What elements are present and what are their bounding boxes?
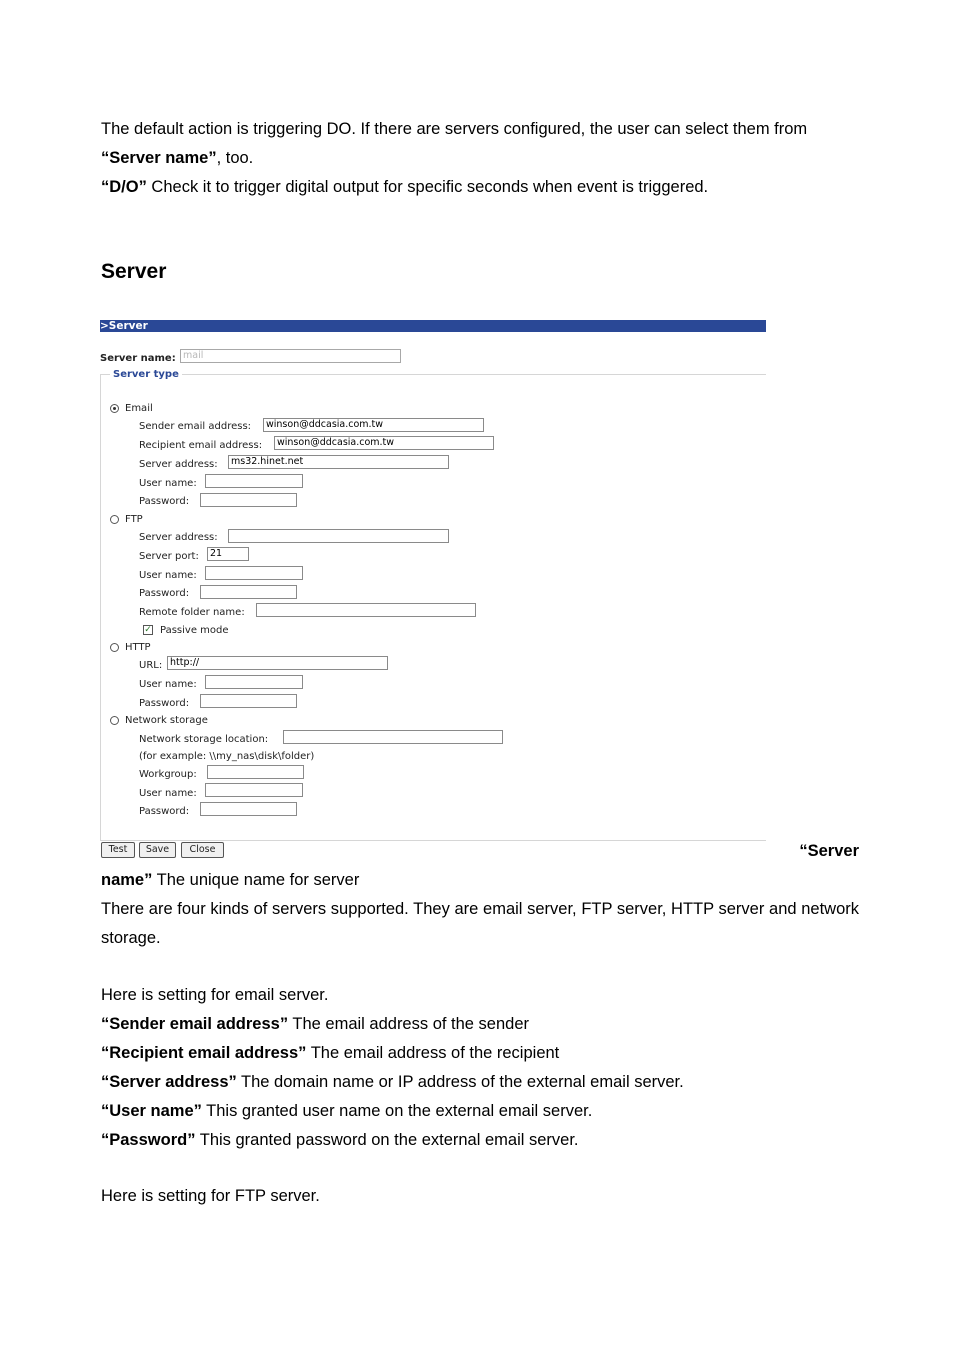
http-user-name-label: User name: [139, 679, 197, 690]
item-text: This granted password on the external email server. [195, 1131, 579, 1149]
item-term: “Server address” [101, 1073, 237, 1091]
server-type-legend: Server type [110, 369, 182, 381]
item-term: “Sender email address” [101, 1015, 289, 1033]
recipient-email-input[interactable]: winson@ddcasia.com.tw [274, 436, 494, 450]
item-term: “Password” [101, 1131, 196, 1149]
ftp-user-name-input[interactable] [205, 566, 303, 580]
ftp-folder-label: Remote folder name: [139, 607, 245, 618]
ftp-password-label: Password: [139, 588, 190, 599]
item-text: The email address of the sender [288, 1015, 530, 1033]
list-item [101, 1097, 859, 1126]
item-text: This granted user name on the external email server. [201, 1102, 593, 1120]
intro-line-2-text: , too. [216, 149, 254, 167]
passive-mode-label: Passive mode [160, 625, 229, 636]
http-radio[interactable] [110, 643, 119, 652]
section-title: Server [101, 260, 167, 283]
recipient-email-label: Recipient email address: [139, 440, 263, 451]
nas-location-input[interactable] [283, 730, 503, 744]
server-name-term-b: name” [101, 871, 153, 889]
email-server-address-input[interactable]: ms32.hinet.net [228, 455, 449, 469]
item-text: The email address of the recipient [306, 1044, 560, 1062]
network-storage-radio-label: Network storage [125, 715, 208, 726]
nas-example-text: (for example: \\my_nas\disk\folder) [139, 751, 315, 762]
panel-titlebar: >Server [100, 320, 766, 332]
nas-user-name-label: User name: [139, 788, 197, 799]
server-name-description [101, 866, 859, 895]
item-term: “Recipient email address” [101, 1044, 307, 1062]
email-password-label: Password: [139, 496, 190, 507]
list-item [101, 1010, 859, 1039]
intro-line-3 [101, 173, 859, 202]
intro-paragraph [101, 115, 859, 202]
ftp-server-address-label: Server address: [139, 532, 218, 543]
email-heading: Here is setting for email server. [101, 986, 329, 1004]
server-name-desc-text: The unique name for server [152, 871, 360, 889]
intro-line-1: The default action is triggering DO. If there are servers configured, the user can select them from [101, 120, 808, 138]
http-radio-label: HTTP [125, 642, 151, 653]
nas-location-label: Network storage location: [139, 734, 269, 745]
http-url-label: URL: [139, 660, 163, 671]
save-button[interactable]: Save [139, 842, 176, 858]
email-radio-label: Email [125, 403, 153, 414]
network-storage-radio[interactable] [110, 716, 119, 725]
server-name-term-a: “Server [799, 842, 859, 860]
item-text: The domain name or IP address of the external email server. [236, 1073, 684, 1091]
ftp-heading: Here is setting for FTP server. [101, 1187, 320, 1205]
http-password-input[interactable] [200, 694, 297, 708]
email-user-name-input[interactable] [205, 474, 303, 488]
http-user-name-input[interactable] [205, 675, 303, 689]
list-item [101, 1068, 859, 1097]
sender-email-label: Sender email address: [139, 421, 252, 432]
nas-password-label: Password: [139, 806, 190, 817]
nas-user-name-input[interactable] [205, 783, 303, 797]
http-password-label: Password: [139, 698, 190, 709]
list-item [101, 1039, 859, 1068]
item-term: “User name” [101, 1102, 202, 1120]
server-kinds-paragraph: There are four kinds of servers supported. They are email server, FTP server, HTTP server and network storage. [101, 900, 859, 947]
nas-workgroup-label: Workgroup: [139, 769, 197, 780]
intro-line-3-text: Check it to trigger digital output for specific seconds when event is triggered. [146, 178, 709, 196]
email-password-input[interactable] [200, 493, 297, 507]
email-field-list [101, 1010, 859, 1155]
sender-email-input[interactable]: winson@ddcasia.com.tw [263, 418, 484, 432]
ftp-server-address-input[interactable] [228, 529, 449, 543]
ftp-radio[interactable] [110, 515, 119, 524]
server-name-term-right [101, 837, 859, 866]
http-url-input[interactable]: http:// [167, 656, 388, 670]
ftp-user-name-label: User name: [139, 570, 197, 581]
ftp-password-input[interactable] [200, 585, 297, 599]
intro-line-2 [101, 144, 859, 173]
close-button[interactable]: Close [181, 842, 224, 858]
passive-mode-checkbox[interactable]: ✓ [144, 625, 152, 635]
server-name-label: Server name: [100, 353, 176, 364]
ftp-port-input[interactable]: 21 [207, 547, 249, 561]
list-item [101, 1126, 859, 1155]
ftp-radio-label: FTP [125, 514, 143, 525]
email-radio[interactable] [110, 404, 119, 413]
nas-workgroup-input[interactable] [207, 765, 304, 779]
email-user-name-label: User name: [139, 478, 197, 489]
test-button[interactable]: Test [101, 842, 135, 858]
server-settings-panel [100, 320, 766, 860]
ftp-port-label: Server port: [139, 551, 199, 562]
do-term: “D/O” [101, 178, 147, 196]
nas-password-input[interactable] [200, 802, 297, 816]
email-server-address-label: Server address: [139, 459, 218, 470]
server-name-input[interactable]: mail [180, 349, 401, 363]
ftp-folder-input[interactable] [256, 603, 476, 617]
server-name-term: “Server name” [101, 149, 217, 167]
